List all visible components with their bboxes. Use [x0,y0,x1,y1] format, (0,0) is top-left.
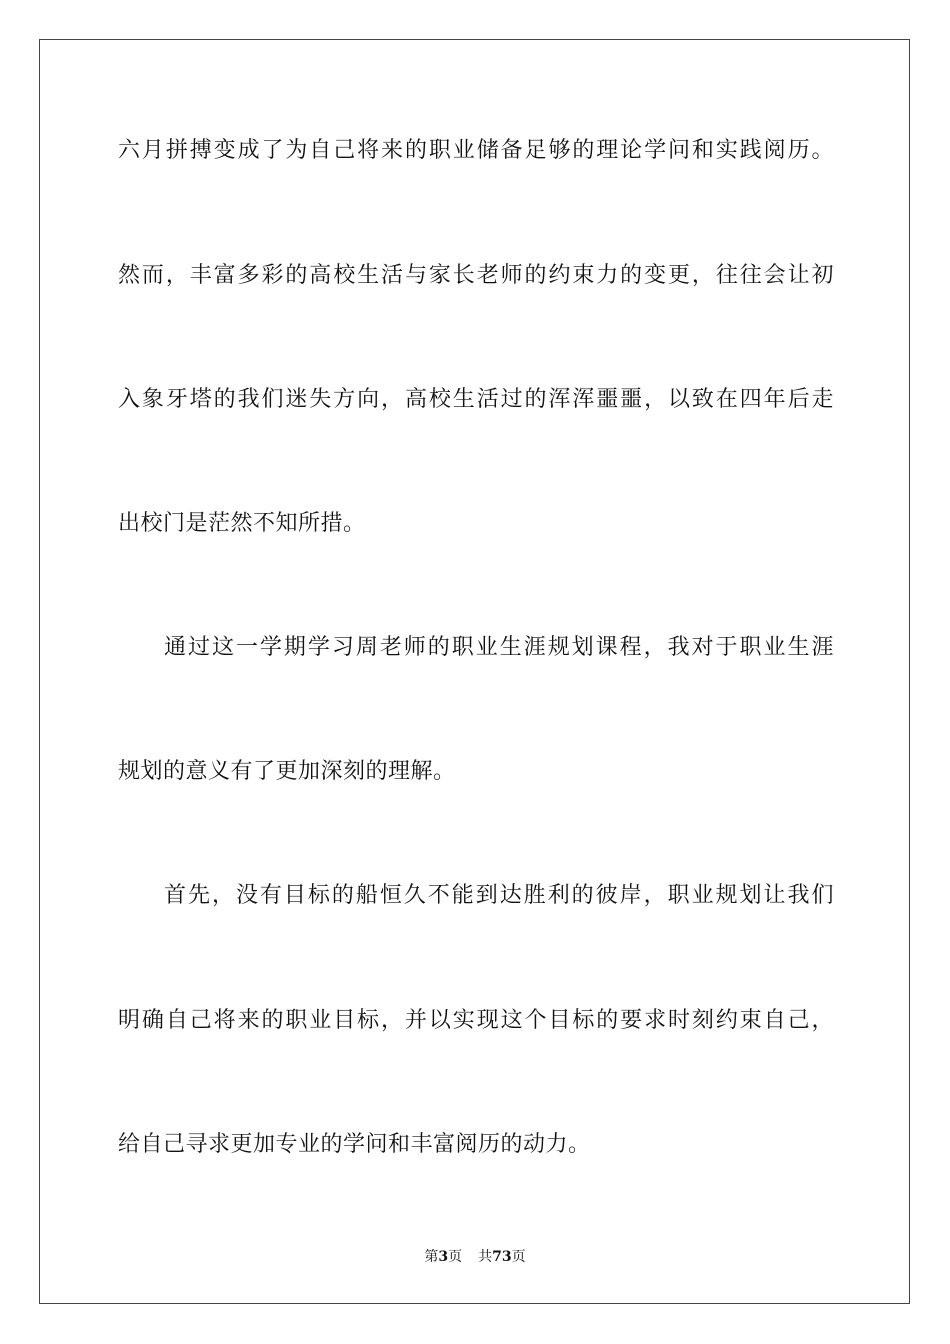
page-border [39,39,910,1304]
body-text-line: 入象牙塔的我们迷失方向，高校生活过的浑浑噩噩，以致在四年后走 [118,387,834,412]
page-footer [0,1247,950,1267]
page-number: 3 [438,1249,449,1265]
body-text-line: 明确自己将来的职业目标，并以实现这个目标的要求时刻约束自己， [118,1008,834,1033]
total-suffix: 页 [511,1249,526,1265]
total-prefix: 共 [478,1249,493,1265]
paragraph-first-line: 首先，没有目标的船恒久不能到达胜利的彼岸，职业规划让我们 [164,883,834,908]
page-suffix: 页 [448,1249,463,1265]
body-text-line: 规划的意义有了更加深刻的理解。 [118,759,456,784]
body-text-line: 六月拼搏变成了为自己将来的职业储备足够的理论学问和实践阅历。 [118,138,834,163]
page-prefix: 第 [424,1249,439,1265]
total-pages: 73 [492,1249,512,1265]
paragraph-first-line: 通过这一学期学习周老师的职业生涯规划课程，我对于职业生涯 [164,635,834,660]
body-text-line: 然而，丰富多彩的高校生活与家长老师的约束力的变更，往往会让初 [118,263,834,288]
body-text-line: 出校门是茫然不知所措。 [118,511,366,536]
body-text-line: 给自己寻求更加专业的学问和丰富阅历的动力。 [118,1132,591,1157]
